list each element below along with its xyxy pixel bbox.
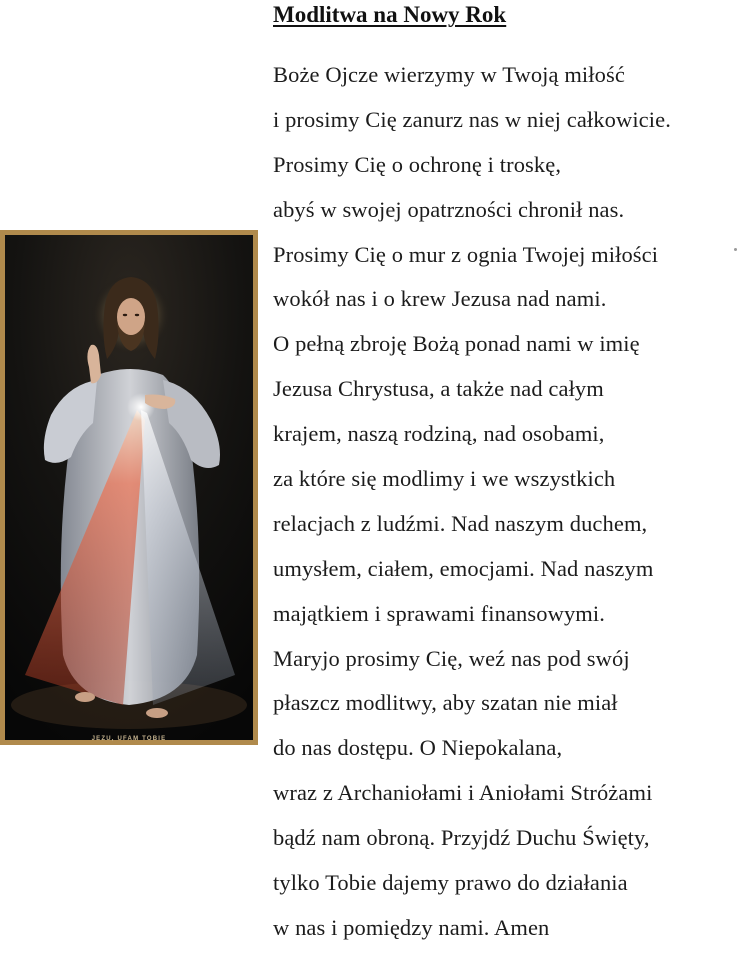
prayer-line: abyś w swojej opatrzności chronił nas. <box>273 196 625 222</box>
prayer-line: do nas dostępu. O Niepokalana, <box>273 735 563 761</box>
prayer-line: w nas i pomiędzy nami. Amen <box>273 914 550 940</box>
prayer-text <box>273 64 743 962</box>
prayer-line: umysłem, ciałem, emocjami. Nad naszym <box>273 555 654 581</box>
prayer-line: Maryjo prosimy Cię, weź nas pod swój <box>273 645 630 671</box>
divine-mercy-painting <box>5 235 253 740</box>
prayer-line: krajem, naszą rodziną, nad osobami, <box>273 421 605 447</box>
prayer-line: tylko Tobie dajemy prawo do działania <box>273 870 628 896</box>
prayer-line: majątkiem i sprawami finansowymi. <box>273 600 605 626</box>
scan-speck <box>734 248 737 251</box>
prayer-line: Prosimy Cię o ochronę i troskę, <box>273 151 562 177</box>
prayer-line: Prosimy Cię o mur z ognia Twojej miłości <box>273 241 659 267</box>
prayer-line: Jezusa Chrystusa, a także nad całym <box>273 376 604 402</box>
painting-caption: JEZU, UFAM TOBIE <box>91 736 167 742</box>
prayer-line: płaszcz modlitwy, aby szatan nie miał <box>273 690 618 716</box>
prayer-line: bądź nam obroną. Przyjdź Duchu Święty, <box>273 825 650 851</box>
prayer-line: O pełną zbroję Bożą ponad nami w imię <box>273 331 640 357</box>
prayer-line: wokół nas i o krew Jezusa nad nami. <box>273 286 607 312</box>
divine-mercy-painting-frame <box>0 230 258 745</box>
page-title: Modlitwa na Nowy Rok <box>273 2 507 27</box>
prayer-line: Boże Ojcze wierzymy w Twoją miłość <box>273 62 625 87</box>
prayer-line: i prosimy Cię zanurz nas w niej całkowicie. <box>273 106 671 132</box>
prayer-line: za które się modlimy i we wszystkich <box>273 466 616 492</box>
prayer-line: relacjach z ludźmi. Nad naszym duchem, <box>273 510 648 536</box>
prayer-line: wraz z Archaniołami i Aniołami Stróżami <box>273 780 653 806</box>
